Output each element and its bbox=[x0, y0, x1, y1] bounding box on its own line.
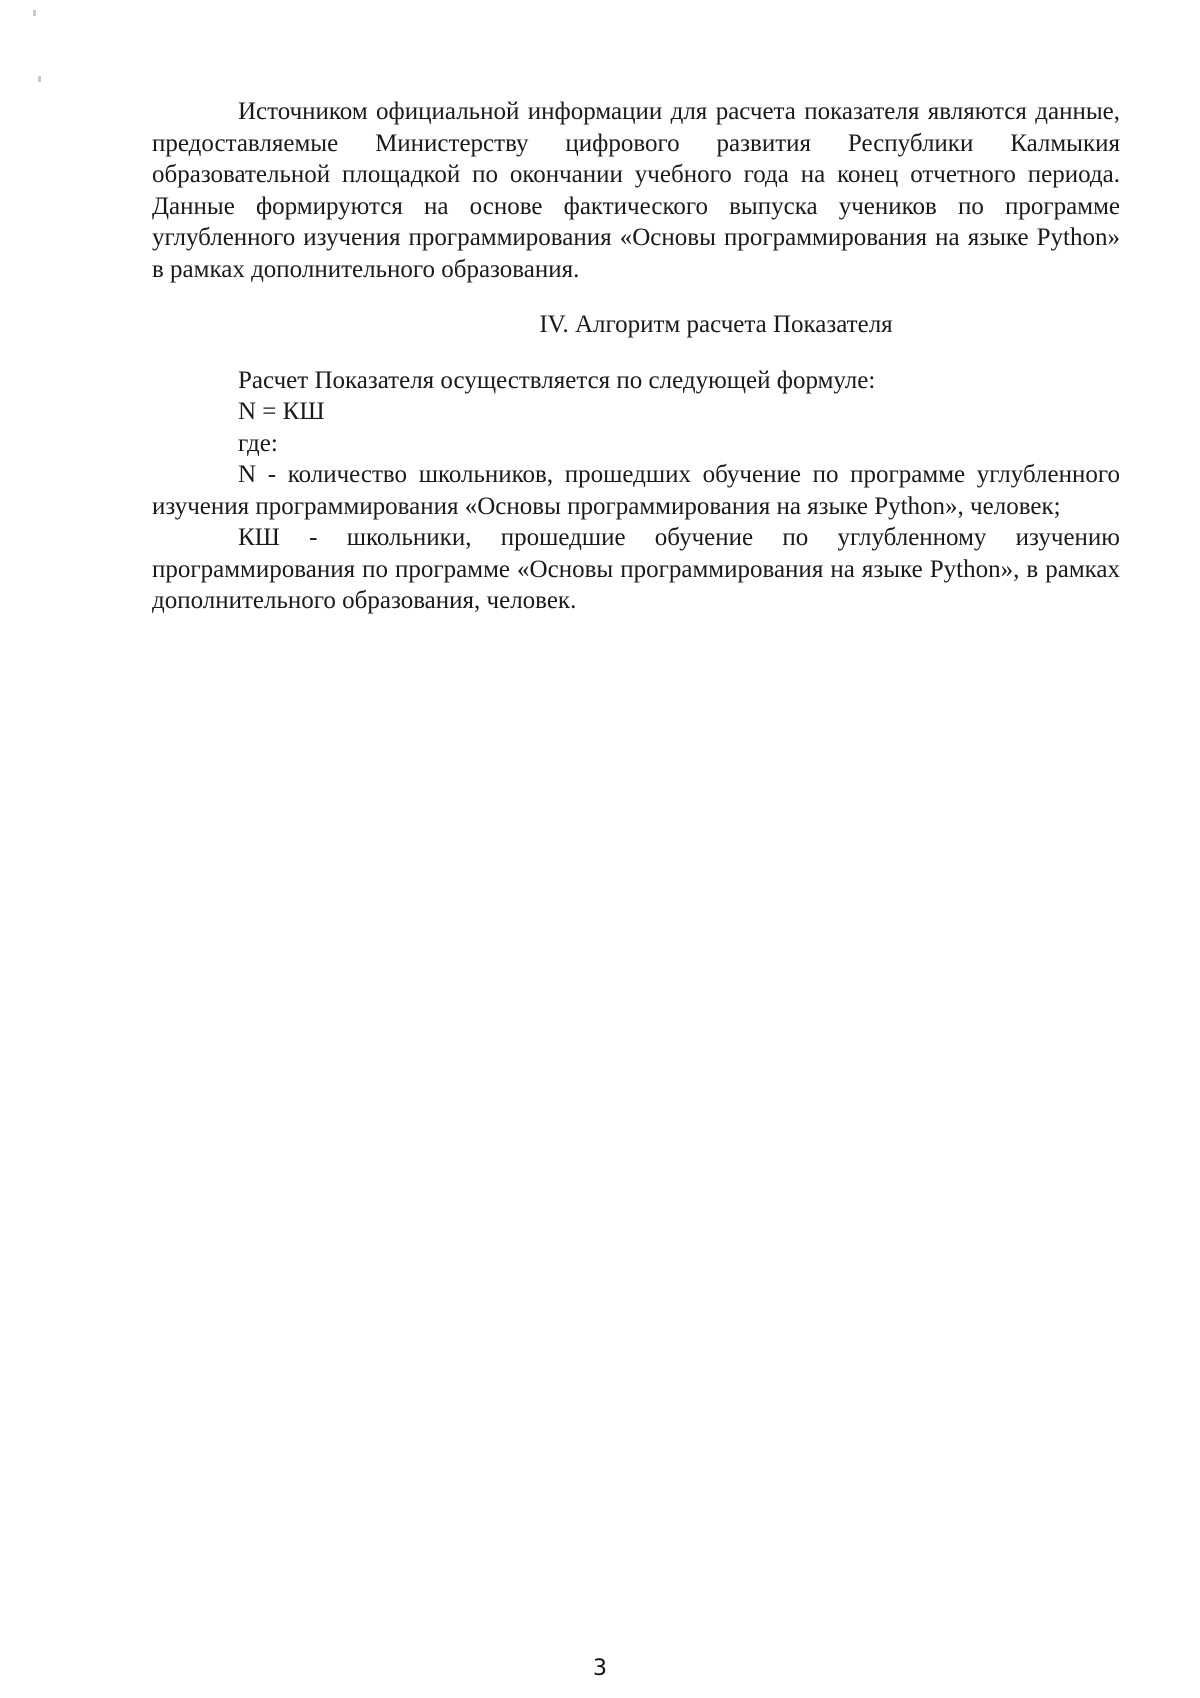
definition-ksh: КШ - школьники, прошедшие обучение по углубленному изучению программирования по программе «Основы программирования на языке Python», в рамках дополнительного образования, человек. bbox=[152, 524, 1120, 614]
page-number: 3 bbox=[593, 1656, 607, 1681]
scan-artifact-mark bbox=[33, 10, 36, 16]
section-heading: IV. Алгоритм расчета Показателя bbox=[539, 311, 893, 338]
definition-n: N - количество школьников, прошедших обучение по программе углубленного изучения программирования «Основы программирования на языке Python», человек; bbox=[152, 461, 1120, 520]
formula: N = КШ bbox=[238, 398, 325, 425]
where-label: где: bbox=[238, 429, 278, 457]
scan-artifact-mark bbox=[38, 76, 41, 82]
source-paragraph: Источником официальной информации для расчета показателя являются данные, предоставляемые Министерству цифрового развития Республики Калмыкия образовательной площадкой по окончании учебного года на конец отчетного периода. Данные формируются на основе фактического выпуска учеников по программе углубленного изучения программирования «Основы программирования на языке Python» в рамках дополнительного образования. bbox=[152, 98, 1120, 283]
document-body bbox=[152, 96, 1120, 617]
formula-intro: Расчет Показателя осуществляется по следующей формуле: bbox=[238, 366, 876, 394]
